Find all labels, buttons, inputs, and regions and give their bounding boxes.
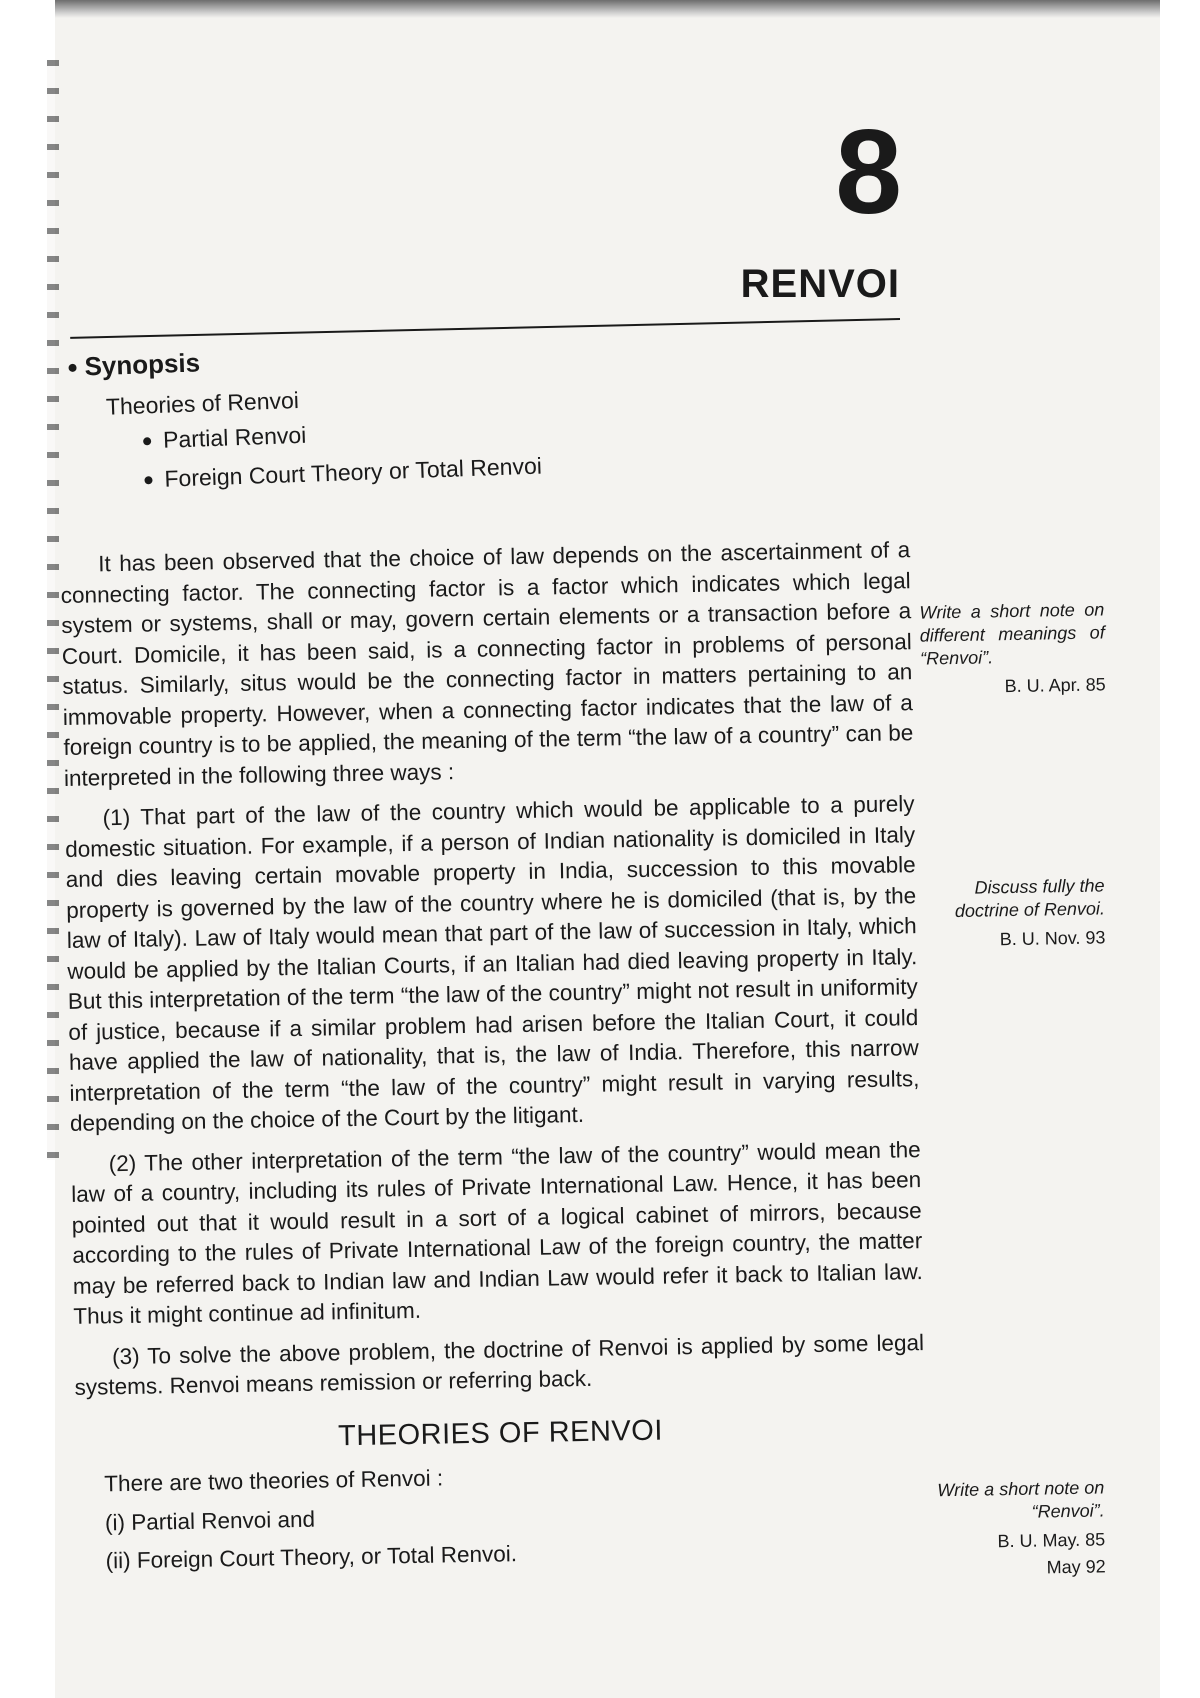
margin-note (919, 874, 1105, 952)
synopsis-item (144, 453, 542, 494)
paragraph-intro: It has been observed that the choice of law depends on the ascertainment of a connecting factor. The connecting factor is a factor which indicates which legal system or systems, shall or may, govern certain elements or a transaction before a Court. Domicile, it has been said, is a connecting factor in problems of personal status. Similarly, situs would be the connecting factor in matters pertaining to an immovable property. However, when a connecting factor indicates that the law of a foreign country is to be applied, the meaning of the term “the law of a country” can be interpreted in the following three ways : (60, 537, 914, 791)
synopsis-item-text: Partial Renvoi (162, 421, 307, 453)
margin-note-reference: May 92 (1046, 1556, 1106, 1578)
section-heading: THEORIES OF RENVOI (337, 1414, 664, 1452)
margin-note-reference: B. U. May. 85 (997, 1529, 1106, 1552)
page-top-shadow (55, 0, 1160, 18)
synopsis-heading-text: Synopsis (83, 347, 201, 382)
chapter-title: RENVOI (740, 262, 900, 306)
synopsis (68, 336, 543, 508)
margin-note-reference: B. U. Nov. 93 (999, 927, 1106, 950)
margin-note (919, 598, 1106, 699)
theory-item: (i) Partial Renvoi and (104, 1506, 316, 1535)
bullet-icon (68, 363, 76, 371)
margin-note-question: Write a short note on “Renvoi”. (937, 1477, 1105, 1522)
margin-note-question: Write a short note on different meanings of “Renvoi”. (919, 599, 1105, 669)
paragraph-interpretation-1: (1) That part of the law of the country which would be applicable to a purely domestic situation. For example, if a person of Indian nationality is domiciled in Italy and dies leaving certain movable property in India, succession to this movable property is governed by the law of the country where he is domiciled (that is, by the law of Italy). Law of Italy would mean that part of the law of succession in Italy, which would be applied by the Italian Courts, if an Italian had died leaving property in Italy. But this interpretation of the term “the law of the country” might not result in uniformity of justice, because if a similar problem had arisen before the Italian Court, it could have applied the law of nationality, that is, the law of India. Therefore, this narrow interpretation of the term “the law of the country” might result in varying results, depending on the choice of the Court by the litigant. (65, 791, 920, 1136)
synopsis-item (143, 414, 541, 455)
synopsis-item-text: Foreign Court Theory or Total Renvoi (164, 452, 543, 492)
synopsis-list (143, 414, 543, 494)
margin-note-reference: B. U. Apr. 85 (1004, 674, 1106, 697)
theories-intro: There are two theories of Renvoi : (104, 1465, 444, 1497)
synopsis-subheading: Theories of Renvoi (105, 386, 300, 420)
bullet-icon (144, 476, 152, 484)
paragraph-interpretation-3: (3) To solve the above problem, the doctrine of Renvoi is applied by some legal systems. Renvoi means remission or referring back. (74, 1329, 925, 1400)
body-text (60, 535, 928, 1585)
chapter-number: 8 (835, 105, 902, 239)
margin-note-question: Discuss fully the doctrine of Renvoi. (954, 875, 1106, 922)
theory-item: (ii) Foreign Court Theory, or Total Renvoi. (105, 1541, 518, 1574)
paragraph-interpretation-2: (2) The other interpretation of the term “the law of the country” would mean the law of a country, including its rules of Private International Law. Hence, it has been pointed out that it would result in a sort of a logical cabinet of mirrors, because according to the rules of Private International Law of the foreign country, the matter may be referred back to Indian law and Indian Law would refer it back to Italian law. Thus it might continue ad infinitum. (71, 1136, 923, 1329)
binding-edge (47, 60, 59, 1160)
bullet-icon (143, 437, 151, 445)
margin-note (919, 1476, 1106, 1581)
